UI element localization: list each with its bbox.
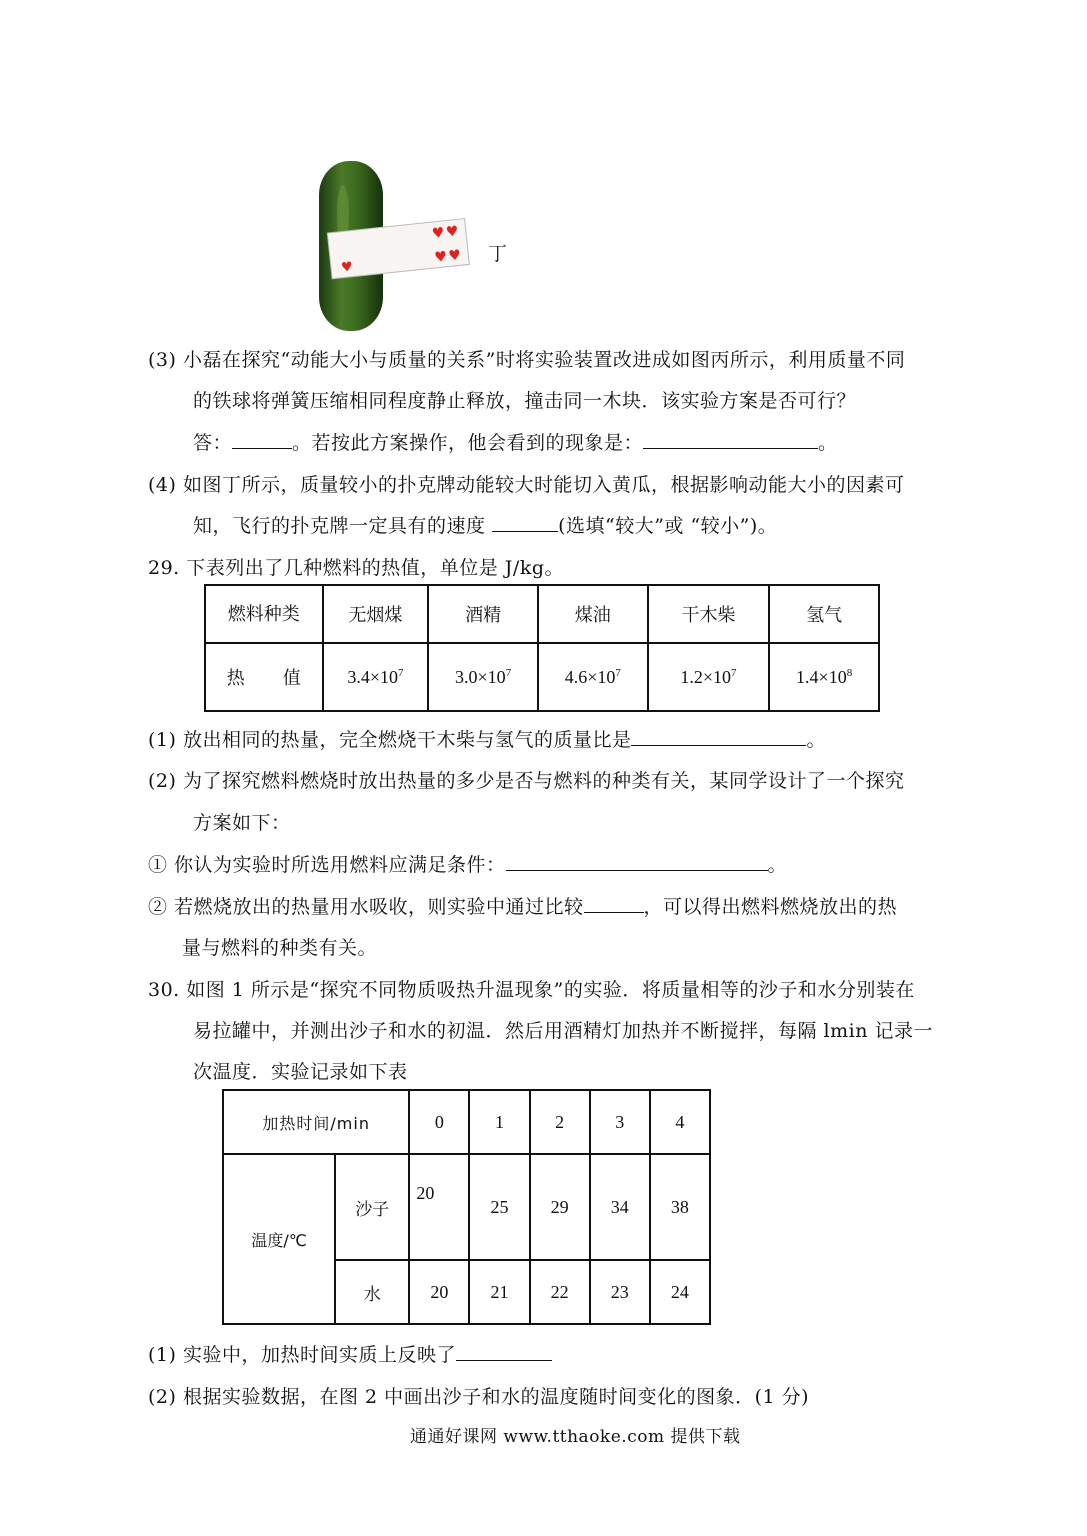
temperature-table: [222, 1089, 711, 1325]
heat-value-cell: $1.2\times 10^7$: [648, 643, 770, 711]
water-temp-cell: 22: [530, 1260, 590, 1324]
q30-line3: 次温度．实验记录如下表: [193, 1061, 408, 1083]
q28-3-line1: (3) 小磊在探究“动能大小与质量的关系”时将实验装置改进成如图丙所示，利用质量不同: [148, 349, 906, 371]
water-temp-cell: 24: [650, 1260, 710, 1324]
water-label: 水: [335, 1260, 409, 1324]
q29-1: (1) 放出相同的热量，完全燃烧干木柴与氢气的质量比是 。: [148, 729, 826, 751]
svg-text:♥: ♥: [445, 223, 460, 241]
fuel-cell: 氢气: [769, 585, 879, 643]
time-cell: 0: [409, 1090, 469, 1154]
page-footer: 通通好课网 www.tthaoke.com 提供下载: [410, 1427, 741, 1447]
q30-line1: 30. 如图 1 所示是“探究不同物质吸热升温现象”的实验．将质量相等的沙子和水分别装在: [148, 979, 915, 1001]
svg-text:♥: ♥: [340, 259, 354, 276]
fuel-heat-table: [204, 584, 880, 712]
water-temp-cell: 23: [590, 1260, 650, 1324]
sand-temp-cell: 20: [409, 1154, 469, 1260]
q29-2-line1: (2) 为了探究燃料燃烧时放出热量的多少是否与燃料的种类有关，某同学设计了一个探究: [148, 770, 905, 792]
answer-blank[interactable]: [232, 430, 292, 449]
answer-label: 答：: [193, 432, 233, 454]
sand-temp-cell: 34: [590, 1154, 650, 1260]
sand-temp-cell: 25: [469, 1154, 529, 1260]
q29-2-line2: 方案如下：: [193, 812, 291, 834]
speed-blank[interactable]: [492, 513, 558, 532]
sand-temp-cell: 29: [530, 1154, 590, 1260]
q28-3-line3: 答： 。若按此方案操作，他会看到的现象是： 。: [193, 432, 838, 454]
svg-text:♥: ♥: [447, 247, 462, 265]
q30-1: (1) 实验中，加热时间实质上反映了: [148, 1342, 552, 1368]
cucumber-card-figure: [315, 155, 475, 335]
compare-blank[interactable]: [584, 894, 644, 913]
q28-3-line2: 的铁球将弹簧压缩相同程度静止释放，撞击同一木块．该实验方案是否可行？: [193, 390, 857, 412]
q29-c1: ① 你认为实验时所选用燃料应满足条件： 。: [148, 854, 788, 876]
fuel-cell: 酒精: [428, 585, 538, 643]
q29-c2-line2: 量与燃料的种类有关。: [182, 937, 378, 959]
fuel-cell: 煤油: [538, 585, 648, 643]
heat-value-cell: $1.4\times 10^8$: [769, 643, 879, 711]
fuel-type-header: 燃料种类: [205, 585, 323, 643]
time-cell: 4: [650, 1090, 710, 1154]
fuel-cell: 干木柴: [648, 585, 770, 643]
heat-value-cell: $3.0\times 10^7$: [428, 643, 538, 711]
water-temp-cell: 21: [469, 1260, 529, 1324]
temperature-header: 温度/℃: [223, 1154, 335, 1324]
heat-value-cell: $4.6\times 10^7$: [538, 643, 648, 711]
sand-temp-cell: 38: [650, 1154, 710, 1260]
q29-c2-line1: ② 若燃烧放出的热量用水吸收，则实验中通过比较 ，可以得出燃料燃烧放出的热: [148, 896, 898, 918]
sand-label: 沙子: [335, 1154, 409, 1260]
heat-value-cell: $3.4\times 10^7$: [323, 643, 429, 711]
time-cell: 3: [590, 1090, 650, 1154]
heating-time-blank[interactable]: [456, 1342, 552, 1361]
water-temp-cell: 20: [409, 1260, 469, 1324]
q30-2: (2) 根据实验数据，在图 2 中画出沙子和水的温度随时间变化的图象．(1 分): [148, 1386, 810, 1408]
time-header: 加热时间/min: [223, 1090, 409, 1154]
svg-text:♥: ♥: [433, 248, 448, 266]
figure-ding-label: 丁: [488, 243, 508, 265]
q28-4-line1: (4) 如图丁所示，质量较小的扑克牌动能较大时能切入黄瓜，根据影响动能大小的因素可: [148, 474, 905, 496]
time-cell: 2: [530, 1090, 590, 1154]
phenomenon-blank[interactable]: [643, 430, 818, 449]
mass-ratio-blank[interactable]: [631, 727, 806, 746]
q29-intro: 29. 下表列出了几种燃料的热值，单位是 J/kg。: [148, 557, 564, 579]
q30-line2: 易拉罐中，并测出沙子和水的初温．然后用酒精灯加热并不断搅拌，每隔 lmin 记录一: [193, 1020, 933, 1042]
time-cell: 1: [469, 1090, 529, 1154]
svg-text:♥: ♥: [431, 224, 446, 243]
fuel-cell: 无烟煤: [323, 585, 429, 643]
heat-value-header: 热 值: [205, 643, 323, 711]
fuel-condition-blank[interactable]: [506, 852, 768, 871]
q28-4-line2: 知，飞行的扑克牌一定具有的速度 (选填“较大”或 “较小”)。: [193, 515, 778, 537]
